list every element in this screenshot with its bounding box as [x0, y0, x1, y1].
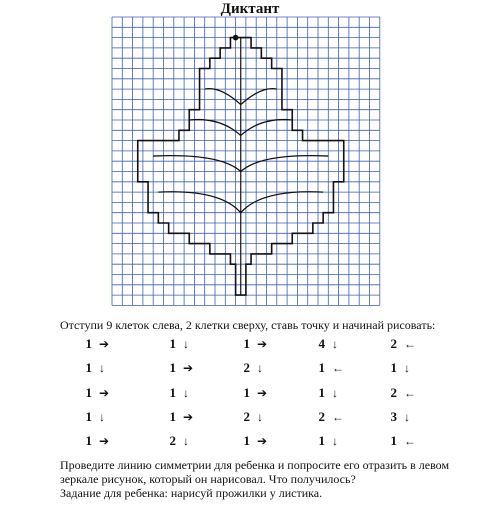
arrow-left-icon: ←	[404, 434, 416, 448]
arrow-down-icon: ↓	[183, 337, 189, 351]
step-count: 1	[318, 360, 325, 375]
arrow-down-icon: ↓	[332, 386, 338, 400]
dictation-step	[78, 433, 128, 449]
dictation-step	[78, 336, 128, 352]
dictation-step	[236, 360, 286, 376]
footer-line-3: Задание для ребенка: нарисуй прожилки у листика.	[60, 486, 323, 500]
dictation-step	[311, 409, 361, 425]
dictation-table	[78, 336, 438, 454]
dictation-step	[162, 409, 212, 425]
step-count: 2	[390, 385, 397, 400]
step-count: 1	[318, 433, 325, 448]
arrow-right-icon: ➔	[99, 337, 110, 351]
arrow-right-icon: ➔	[183, 410, 194, 424]
step-count: 2	[318, 409, 325, 424]
step-count: 1	[169, 385, 176, 400]
dictation-step	[236, 433, 286, 449]
dictation-step	[78, 360, 128, 376]
footer-line-1: Проведите линию симметрии для ребенка и попросите его отразить в левом	[60, 458, 450, 472]
step-count: 2	[390, 336, 397, 351]
arrow-down-icon: ↓	[99, 361, 105, 375]
arrow-right-icon: ➔	[99, 386, 110, 400]
dictation-step	[311, 360, 361, 376]
grid-lines	[112, 17, 380, 305]
footer-line-2: зеркале рисунок, который он нарисовал. Что получилось?	[60, 472, 356, 486]
step-count: 4	[318, 336, 325, 351]
arrow-down-icon: ↓	[332, 337, 338, 351]
step-count: 1	[243, 336, 250, 351]
arrow-down-icon: ↓	[404, 410, 410, 424]
dictation-step	[78, 409, 128, 425]
dictation-step	[162, 360, 212, 376]
step-count: 2	[243, 360, 250, 375]
arrow-right-icon: ➔	[257, 337, 268, 351]
step-count: 1	[169, 360, 176, 375]
dictation-step	[162, 336, 212, 352]
arrow-left-icon: ←	[404, 337, 416, 351]
step-count: 1	[85, 409, 92, 424]
arrow-down-icon: ↓	[404, 361, 410, 375]
step-count: 2	[243, 409, 250, 424]
step-count: 1	[85, 385, 92, 400]
dictation-step	[311, 385, 361, 401]
arrow-right-icon: ➔	[99, 434, 110, 448]
arrow-down-icon: ↓	[183, 386, 189, 400]
dictation-step	[383, 409, 433, 425]
arrow-down-icon: ↓	[332, 434, 338, 448]
arrow-left-icon: ←	[332, 361, 344, 375]
footer-text	[60, 458, 490, 500]
arrow-right-icon: ➔	[183, 361, 194, 375]
dictation-step	[383, 433, 433, 449]
arrow-left-icon: ←	[332, 410, 344, 424]
dictation-step	[162, 385, 212, 401]
page-title: Диктант	[220, 1, 280, 17]
step-count: 1	[390, 360, 397, 375]
step-count: 1	[85, 336, 92, 351]
dictation-step	[236, 409, 286, 425]
dictation-step	[311, 336, 361, 352]
arrow-right-icon: ➔	[257, 386, 268, 400]
step-count: 1	[243, 433, 250, 448]
arrow-down-icon: ↓	[183, 434, 189, 448]
dictation-step	[236, 336, 286, 352]
step-count: 3	[390, 409, 397, 424]
step-count: 2	[169, 433, 176, 448]
step-count: 1	[169, 409, 176, 424]
arrow-left-icon: ←	[404, 386, 416, 400]
leaf-figure	[138, 35, 344, 295]
dictation-step	[383, 336, 433, 352]
dictation-step	[383, 360, 433, 376]
step-count: 1	[243, 385, 250, 400]
instruction-text: Отступи 9 клеток слева, 2 клетки сверху, ставь точку и начинай рисовать:	[60, 318, 436, 332]
step-count: 1	[169, 336, 176, 351]
arrow-down-icon: ↓	[257, 410, 263, 424]
dictation-step	[236, 385, 286, 401]
step-count: 1	[85, 433, 92, 448]
start-dot	[233, 35, 239, 41]
arrow-right-icon: ➔	[257, 434, 268, 448]
arrow-down-icon: ↓	[99, 410, 105, 424]
dictation-step	[78, 385, 128, 401]
dictation-step	[311, 433, 361, 449]
step-count: 1	[85, 360, 92, 375]
step-count: 1	[318, 385, 325, 400]
step-count: 1	[390, 433, 397, 448]
arrow-down-icon: ↓	[257, 361, 263, 375]
dictation-step	[383, 385, 433, 401]
dictation-step	[162, 433, 212, 449]
